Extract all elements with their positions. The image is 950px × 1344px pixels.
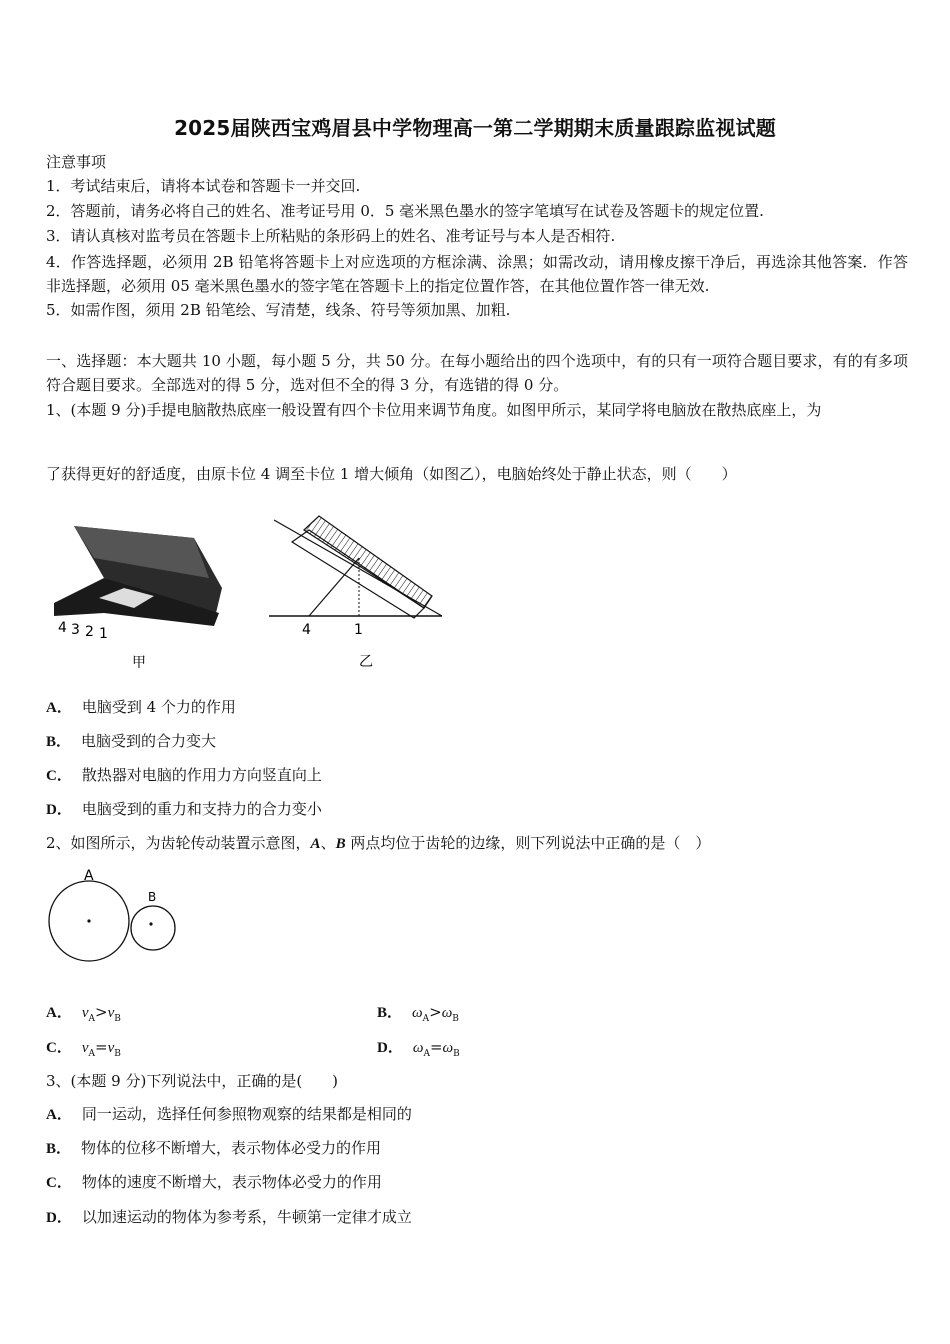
point-b-label: B (148, 890, 157, 904)
q1-figure-jia (44, 518, 234, 673)
q2-option-b: B． $\omega_A>\omega_B$ (377, 1003, 459, 1024)
q2-gear-figure (44, 866, 184, 976)
slot-label: 4 (58, 620, 67, 636)
q1-stem-line2: 了获得更好的舒适度，由原卡位 4 调至卡位 1 增大倾角（如图乙），电脑始终处于静止状态，则（ ） (46, 465, 737, 483)
slot-label: 2 (85, 624, 94, 640)
notice-heading: 注意事项 (46, 153, 107, 171)
gear-b (131, 906, 175, 950)
q1-stem-line1: 1、(本题 9 分)手提电脑散热底座一般设置有四个卡位用来调节角度。如图甲所示，某同学将电脑放在散热底座上，为 (46, 401, 822, 419)
fig-yi-label: 乙 (359, 654, 373, 670)
point-a-label: A (84, 868, 94, 884)
q1-option-d: D． 电脑受到的重力和支持力的合力变小 (46, 800, 322, 818)
gear-b-center (149, 922, 152, 925)
q1-option-c: C． 散热器对电脑的作用力方向竖直向上 (46, 766, 322, 784)
q1-figure-yi (264, 512, 454, 672)
support-leg-4 (309, 558, 359, 616)
q3-option-b: B． 物体的位移不断增大，表示物体必受力的作用 (46, 1139, 382, 1157)
q1-option-b: B． 电脑受到的合力变大 (46, 732, 217, 750)
notice-item: 1．考试结束后，请将本试卷和答题卡一并交回. (46, 177, 361, 195)
notice-item: 3．请认真核对监考员在答题卡上所粘贴的条形码上的姓名、准考证号与本人是否相符. (46, 227, 616, 245)
q2-stem: 2、如图所示，为齿轮传动装置示意图，A、B 两点均位于齿轮的边缘，则下列说法中正确的是（ ） (46, 834, 711, 852)
q1-option-a: A． 电脑受到 4 个力的作用 (46, 698, 236, 716)
gear-a-center (87, 919, 90, 922)
q3-stem: 3、(本题 9 分)下列说法中，正确的是( ) (46, 1072, 339, 1090)
q3-option-a: A． 同一运动，选择任何参照物观察的结果都是相同的 (46, 1105, 412, 1123)
q2-option-a: A． $v_A>v_B$ (46, 1003, 121, 1024)
section-heading: 一、选择题：本大题共 10 小题，每小题 5 分，共 50 分。在每小题给出的四个选项中，有的只有一项符合题目要求，有的有多项符合题目要求。全部选对的得 5 分，选对但不全的得 3 分，有选错的得 0 分。 (46, 352, 908, 394)
q3-option-d: D． 以加速运动的物体为参考系，牛顿第一定律才成立 (46, 1208, 412, 1226)
notice-item: 5．如需作图，须用 2B 铅笔绘、写清楚，线条、符号等须加黑、加粗. (46, 301, 511, 319)
q3-option-c: C． 物体的速度不断增大，表示物体必受力的作用 (46, 1173, 382, 1191)
q2-option-d: D． $\omega_A=\omega_B$ (377, 1038, 460, 1059)
notice-item: 4．作答选择题，必须用 2B 铅笔将答题卡上对应选项的方框涂满、涂黑；如需改动，请用橡皮擦干净后，再选涂其他答案．作答非选择题，必须用 05 毫米黑色墨水的签字笔在答题卡上的指定位置作答，在其他位置作答一律无效. (46, 253, 908, 295)
q2-option-c: C． $v_A=v_B$ (46, 1038, 121, 1059)
page-title: 2025届陕西宝鸡眉县中学物理高一第二学期期末质量跟踪监视试题 (174, 116, 776, 140)
fig-jia-label: 甲 (132, 655, 146, 671)
fig-yi-mark: 1 (354, 622, 363, 638)
slot-label: 3 (71, 622, 80, 638)
fig-yi-mark: 4 (302, 622, 311, 638)
slot-label: 1 (99, 626, 108, 642)
notice-item: 2．答题前，请务必将自己的姓名、准考证号用 0．5 毫米黑色墨水的签字笔填写在试卷及答题卡的规定位置. (46, 202, 764, 220)
